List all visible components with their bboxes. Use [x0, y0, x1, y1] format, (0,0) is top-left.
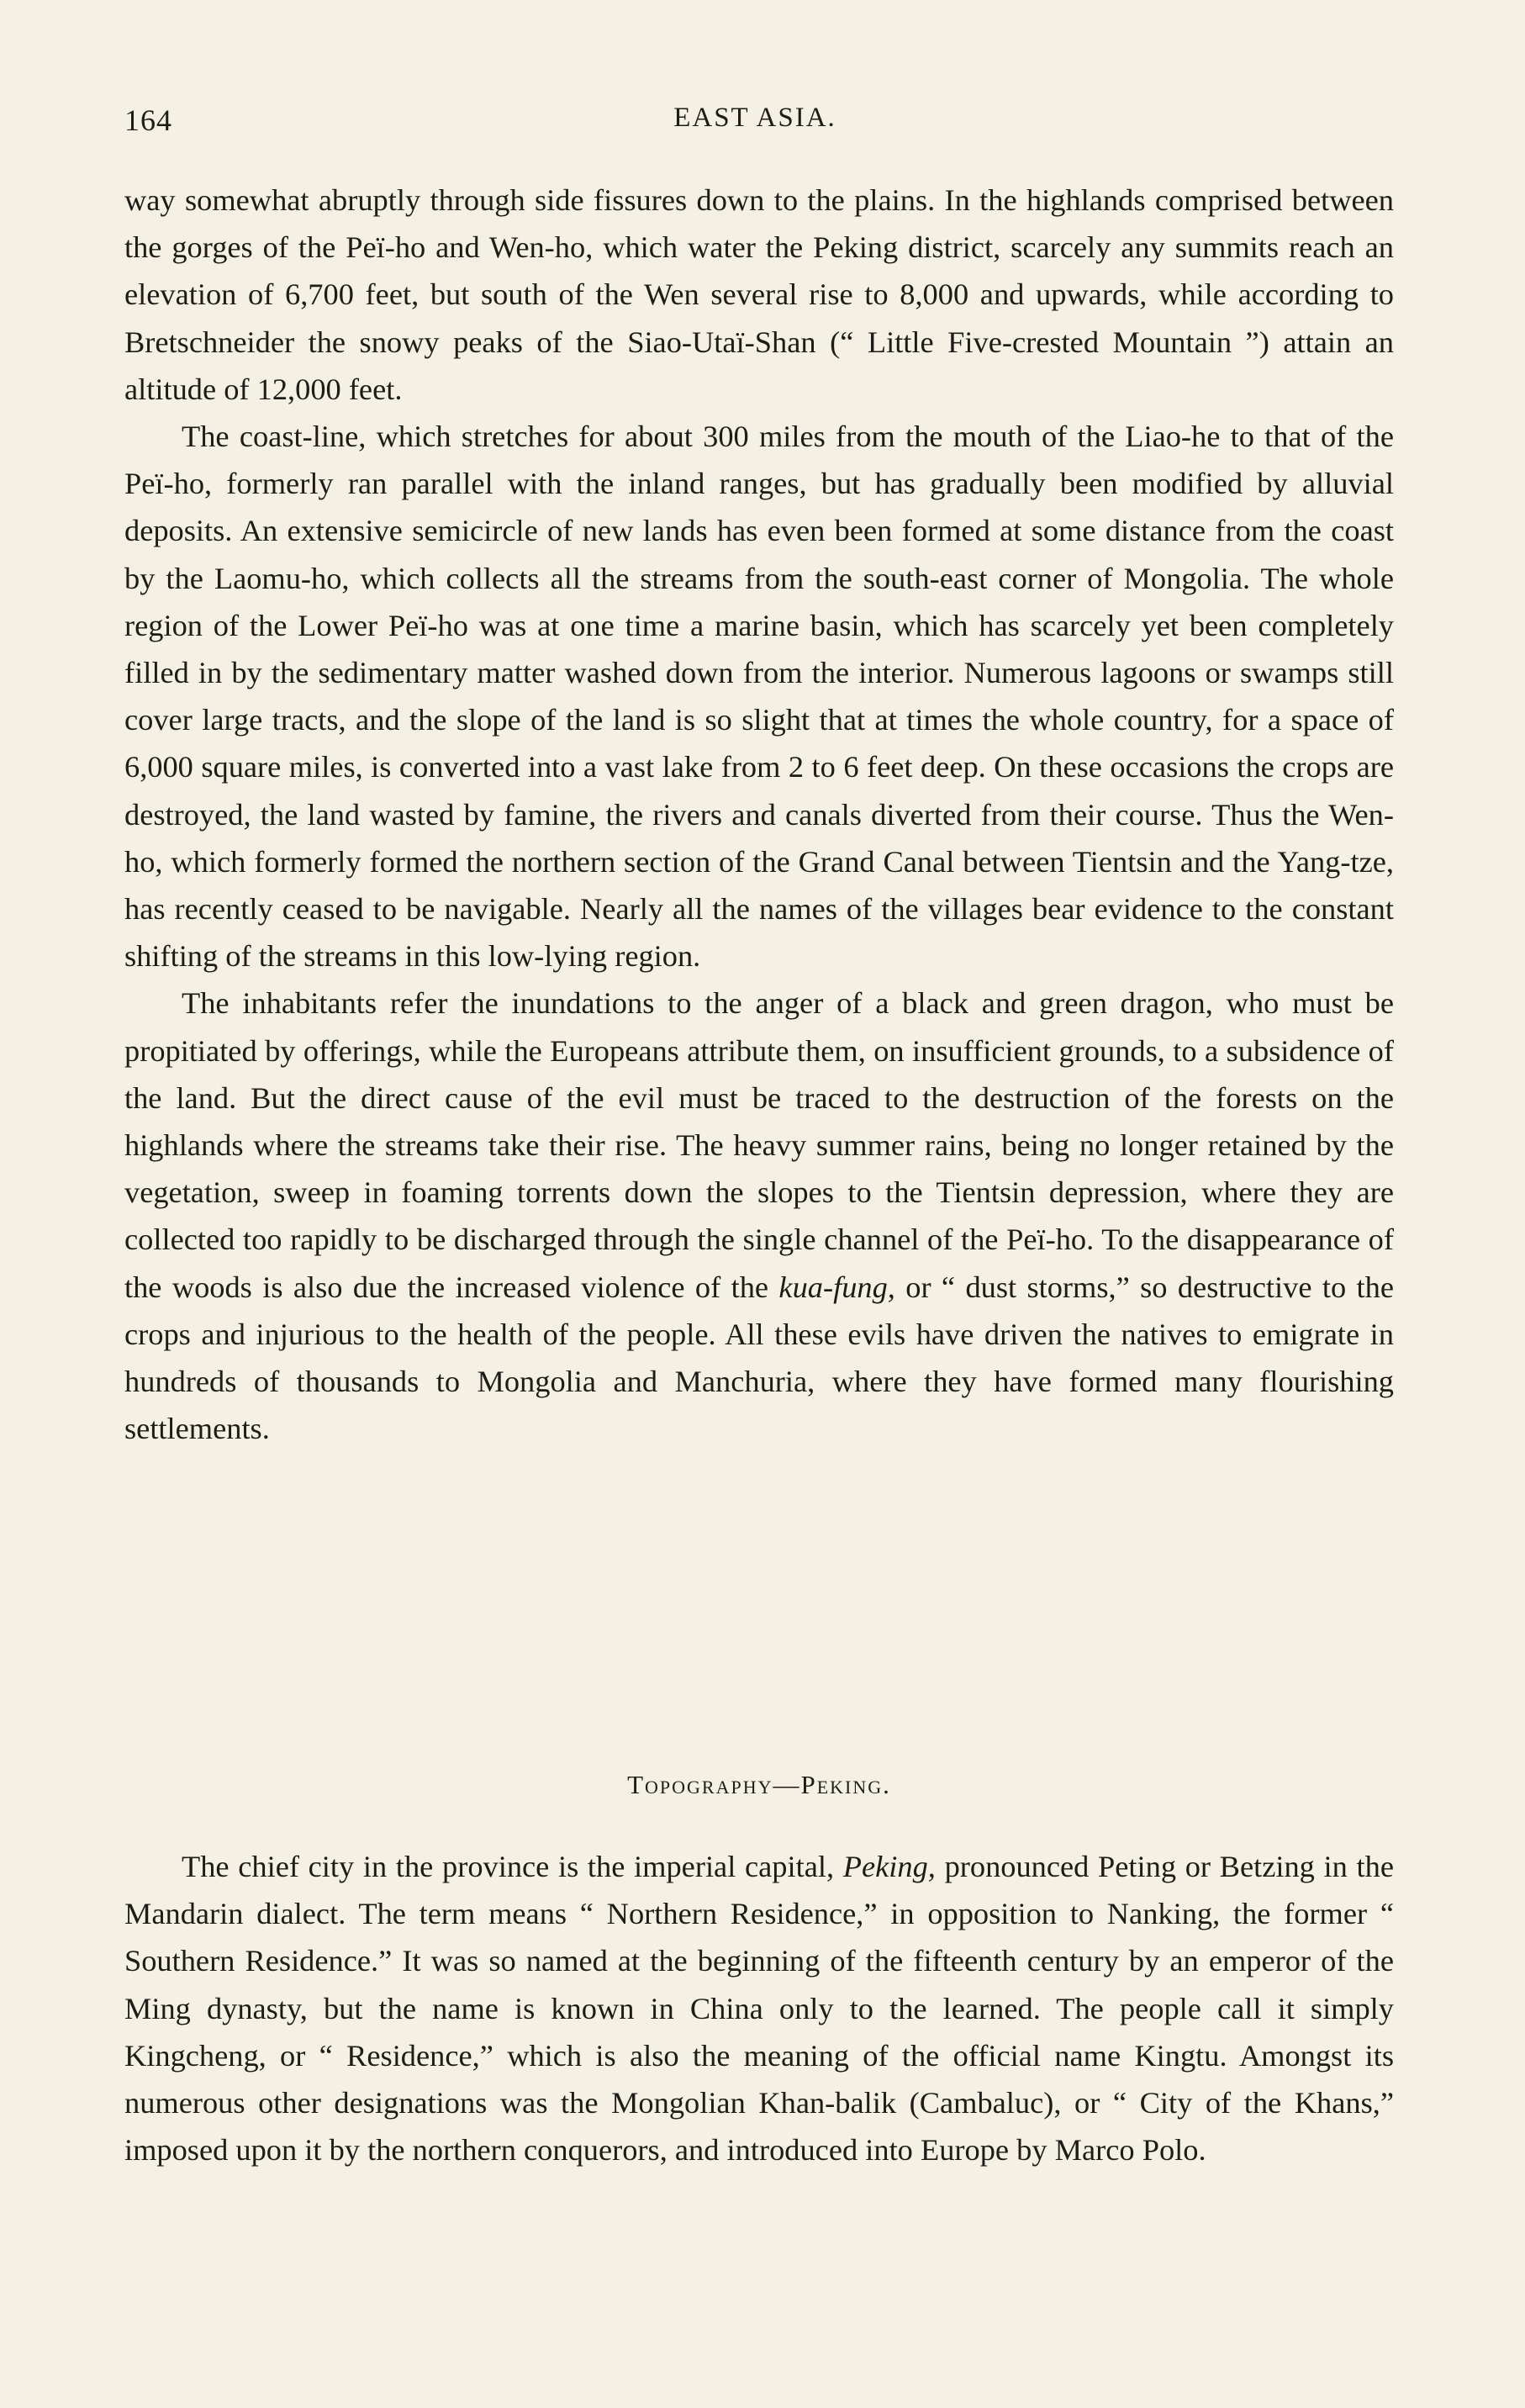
paragraph-peking	[124, 1843, 1394, 2173]
paragraph-continuation: way somewhat abruptly through side fissures down to the plains. In the highlands comprised between the gorges of the Peï-ho and Wen-ho, which water the Peking district, scarcely any summits reach an elevation of 6,700 feet, but south of the Wen several rise to 8,000 and upwards, while according to Bretschneider the snowy peaks of the Siao-Utaï-Shan (“ Little Five-crested Mountain ”) attain an altitude of 12,000 feet.	[124, 183, 1394, 406]
paragraph-inundations-text-1: The inhabitants refer the inundations to the anger of a black and green dragon, who must be propitiated by offerings, while the Europeans attribute them, on insufficient grounds, to a subsidence of the land. But the direct cause of the evil must be traced to the destruction of the forests on the highlands where the streams take their rise. The heavy summer rains, being no longer retained by the vegetation, sweep in foaming torrents down the slopes to the Tientsin depression, where they are collected too rapidly to be discharged through the single channel of the Peï-ho. To the disappearance of the woods is also due the increased violence of the	[124, 986, 1394, 1304]
section-heading: Topography—Peking.	[627, 1770, 891, 1799]
section-body	[124, 1843, 1394, 2173]
paragraph-coast-line: The coast-line, which stretches for about 300 miles from the mouth of the Liao-he to that of the Peï-ho, formerly ran parallel with the inland ranges, but has gradually been modified by alluvial deposits. An extensive semicircle of new lands has even been formed at some distance from the coast by the Laomu-ho, which collects all the streams from the south-east corner of Mongolia. The whole region of the Lower Peï-ho was at one time a marine basin, which has scarcely yet been completely filled in by the sedimentary matter washed down from the interior. Numerous lagoons or swamps still cover large tracts, and the slope of the land is so slight that at times the whole country, for a space of 6,000 square miles, is converted into a vast lake from 2 to 6 feet deep. On these occasions the crops are destroyed, the land wasted by famine, the rivers and canals diverted from their course. Thus the Wen-ho, which formerly formed the northern section of the Grand Canal between Tientsin and the Yang-tze, has recently ceased to be navigable. Nearly all the names of the villages bear evidence to the constant shifting of the streams in this low-lying region.	[124, 420, 1394, 974]
paragraph-peking-text-2: pronounced Peting or Betzing in the Mandarin dialect. The term means “ Northern Residence,” in opposition to Nanking, the former “ Southern Residence.” It was so named at the beginning of the fifteenth century by an emperor of the Ming dynasty, but the name is known in China only to the learned. The people call it simply Kingcheng, or “ Residence,” which is also the meaning of the official name Kingtu. Amongst its numerous other designations was the Mongolian Khan-balik (Cambaluc), or “ City of the Khans,” imposed upon it by the northern conquerors, and introduced into Europe by Marco Polo.	[124, 1850, 1394, 2168]
term-kua-fung: kua-fung,	[778, 1270, 895, 1304]
term-peking: Peking,	[842, 1850, 936, 1883]
paragraph-peking-text-1: The chief city in the province is the imperial capital,	[182, 1850, 843, 1883]
running-head: EAST ASIA.	[673, 103, 836, 133]
body-text	[124, 177, 1394, 1452]
page-number: 164	[124, 103, 172, 137]
paragraph-inundations-text-2: or “ dust storms,” so destructive to the crops and injurious to the health of the people. All these evils have driven the natives to emigrate in hundreds of thousands to Mongolia and Manchuria, where they have formed many flourishing settlements.	[124, 1270, 1394, 1446]
paragraph-inundations	[124, 980, 1394, 1452]
page-header	[124, 103, 1385, 145]
